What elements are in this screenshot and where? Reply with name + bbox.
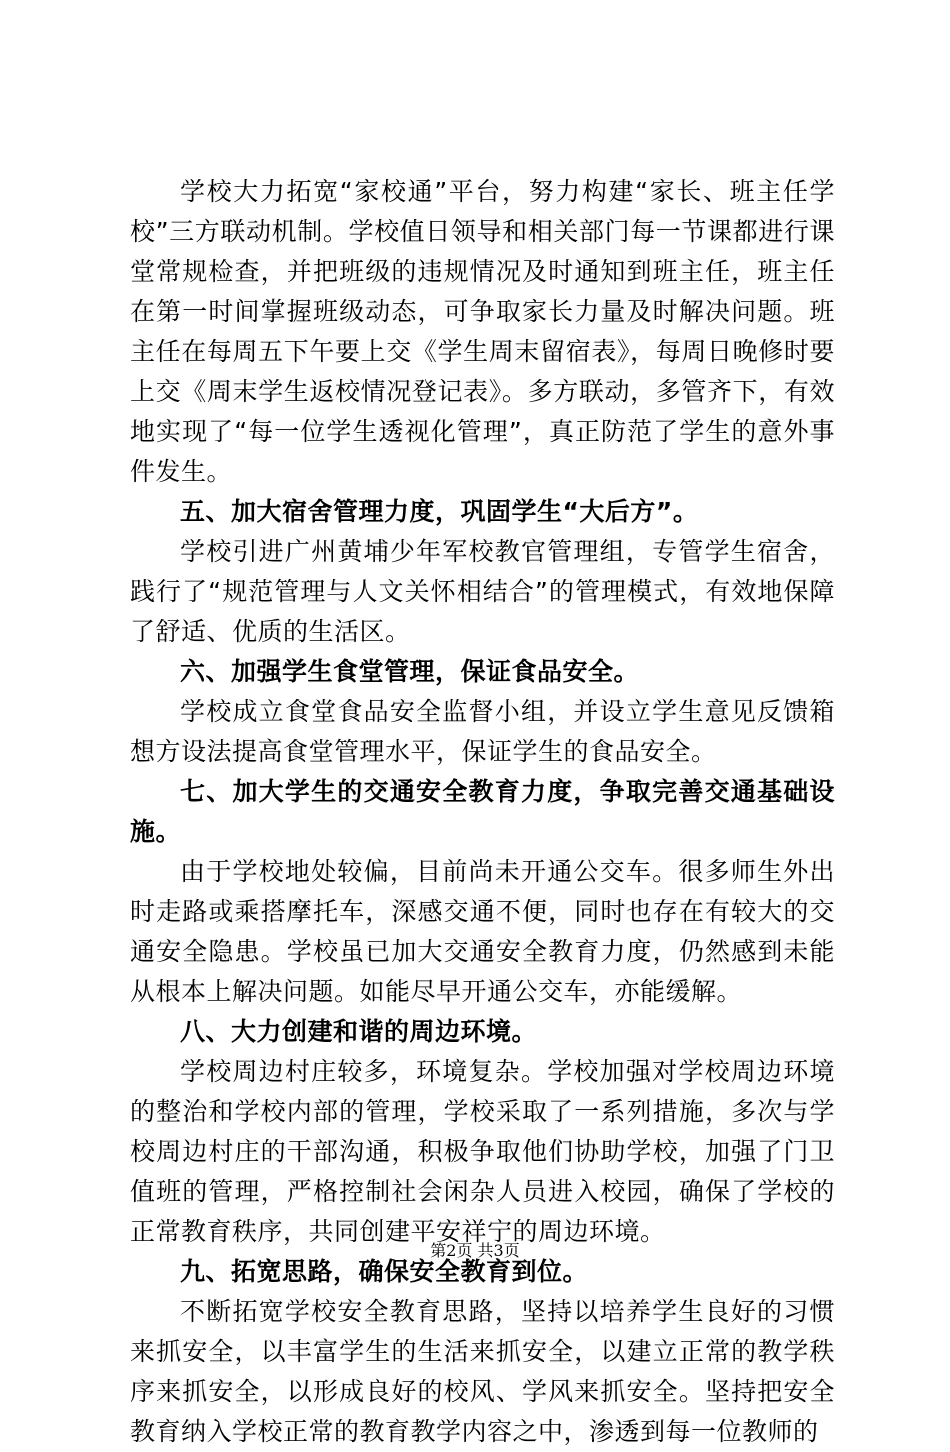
body-paragraph: 学校大力拓宽“家校通”平台，努力构建“家长、班主任学校”三方联动机制。学校值日领导和相关部门每一节课都进行课堂常规检查，并把班级的违规情况及时通知到班主任，班主任在第一时间掌握班级动态，可争取家长力量及时解决问题。班主任在每周五下午要上交《学生周末留宿表》，每周日晚修时要上交《周末学生返校情况登记表》。多方联动，多管齐下，有效地实现了“每一位学生透视化管理”，真正防范了学生的意外事件发生。	[130, 177, 835, 486]
body-paragraph: 不断拓宽学校安全教育思路，坚持以培养学生良好的习惯来抓安全，以丰富学生的生活来抓安全，以建立正常的教学秩序来抓安全，以形成良好的校风、学风来抓安全。坚持把安全教育纳入学校正常的教育教学内容之中，渗透到每一位教师的	[130, 1297, 835, 1446]
section-heading: 五、加大宿舍管理力度，巩固学生“大后方”。	[180, 497, 699, 526]
body-paragraph: 学校周边村庄较多，环境复杂。学校加强对学校周边环境的整治和学校内部的管理，学校采取了一系列措施，多次与学校周边村庄的干部沟通，积极争取他们协助学校，加强了门卫值班的管理，严格控制社会闲杂人员进入校园，确保了学校的正常教育秩序，共同创建平安祥宁的周边环境。	[130, 1057, 835, 1246]
body-paragraph: 学校引进广州黄埔少年军校教官管理组，专管学生宿舍，践行了“规范管理与人文关怀相结合”的管理模式，有效地保障了舒适、优质的生活区。	[130, 537, 835, 646]
body-paragraph: 学校成立食堂食品安全监督小组，并设立学生意见反馈箱想方设法提高食堂管理水平，保证学生的食品安全。	[130, 697, 835, 766]
section-heading: 八、大力创建和谐的周边环境。	[180, 1017, 538, 1046]
page-number-footer: 第2页 共3页	[430, 1241, 520, 1260]
section-heading: 七、加大学生的交通安全教育力度，争取完善交通基础设施。	[130, 777, 835, 846]
body-paragraph: 由于学校地处较偏，目前尚未开通公交车。很多师生外出时走路或乘搭摩托车，深感交通不便，同时也存在有较大的交通安全隐患。学校虽已加大交通安全教育力度，仍然感到未能从根本上解决问题。如能尽早开通公交车，亦能缓解。	[130, 857, 835, 1006]
section-heading: 九、拓宽思路，确保安全教育到位。	[180, 1257, 589, 1286]
section-heading: 六、加强学生食堂管理，保证食品安全。	[180, 657, 640, 686]
